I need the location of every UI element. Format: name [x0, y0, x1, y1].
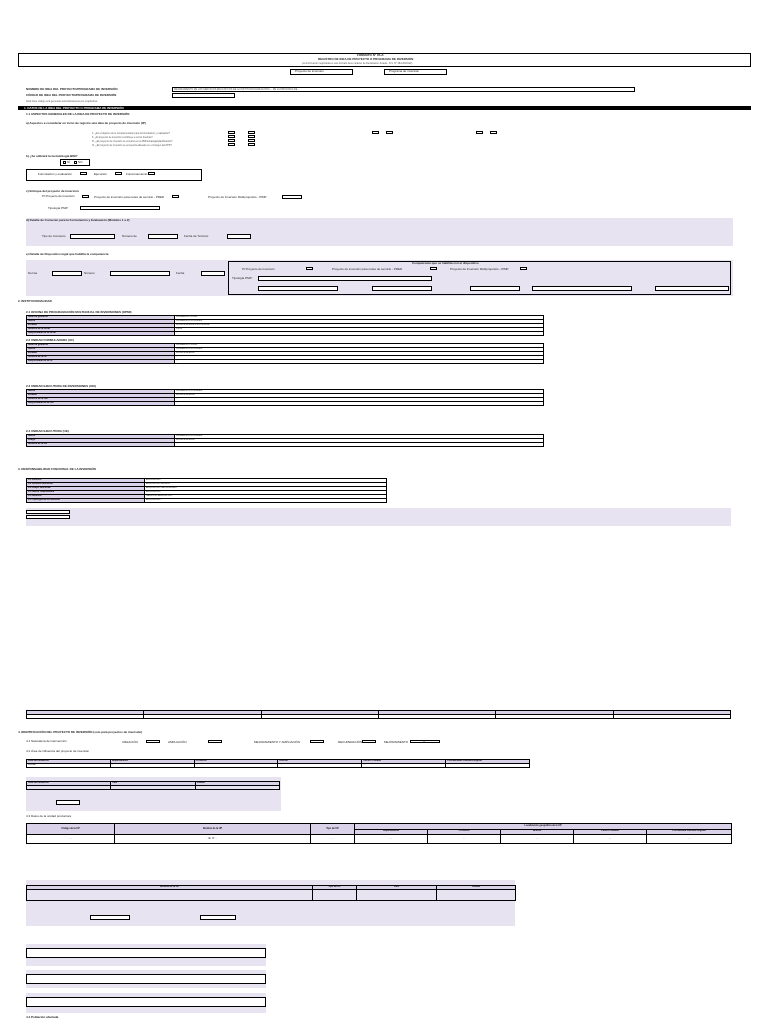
intervention-improvement-label: MEJORAMIENTO Y AMPLIACIÓN — [254, 740, 301, 744]
aside-yes-a[interactable] — [372, 131, 379, 134]
uf-key: Nombre de la UF — [27, 356, 175, 360]
intervention-improvement-check[interactable] — [310, 740, 324, 743]
uei-key: Entidad — [27, 394, 175, 398]
up-cell: ... — [311, 835, 355, 844]
abroad-header: Ciudad — [195, 782, 279, 786]
phase-formulation-check[interactable] — [80, 172, 87, 175]
up2-field-2[interactable] — [200, 915, 236, 920]
option-project-label: Proyecto de inversión — [295, 69, 324, 73]
uei-value: ... — [175, 402, 544, 406]
typology-field[interactable] — [80, 206, 160, 210]
functional-key: 3.6 Tipología de la inversión — [27, 499, 145, 503]
uf-key: Nivel de gobierno — [27, 344, 175, 348]
opmi-key: Nombre de la OPMI — [27, 328, 175, 332]
functional-extra-2[interactable] — [26, 515, 70, 519]
functional-value: EDUCACIÓN BÁSICA — [145, 483, 387, 487]
table-row — [27, 764, 530, 768]
aside-yes-b[interactable] — [476, 131, 483, 134]
ue-key: Nombre de la UE — [27, 443, 175, 447]
bim-yes-label: SÍ — [67, 160, 70, 164]
functional-extra-1[interactable] — [26, 510, 70, 514]
up-cell: ... — [355, 835, 428, 844]
section-3-title: 3. RESPONSABILIDAD FUNCIONAL DE LA INVERSIÓN — [18, 467, 96, 471]
area-table — [26, 759, 530, 768]
area-title: 4.2 Área de influencia del proyecto de inversión — [26, 749, 90, 753]
checklist-item-3: III. ¿El proyecto de inversión se enmarca en la PMI/estrategia/planificación? — [92, 140, 173, 143]
section-4-title: 4. IDENTIFICACIÓN DEL PROYECTO DE INVERSIÓN (solo para proyectos de inversión) — [18, 730, 143, 734]
up-cell: I.E. N° ... — [115, 835, 311, 844]
up-group-header: Localización geográfica de la UP — [355, 824, 732, 830]
checklist-no-1[interactable] — [248, 131, 255, 134]
functional-value: EDUCACIÓN SECUNDARIA — [145, 487, 387, 491]
pi-multi-label: Proyecto de Inversión Multipropósito - PIMP — [208, 195, 267, 199]
uei-value: GOBIERNOS LOCALES — [175, 390, 544, 394]
intervention-label: 4.1 Naturaleza de intervención — [26, 739, 67, 743]
competence-typology-label: Tipología PMP: — [232, 276, 253, 280]
population-title: 4.4 Población afectada — [26, 1015, 59, 1019]
phase-operation-check[interactable] — [148, 172, 155, 175]
table-row — [27, 890, 516, 901]
area-cell: ... — [446, 764, 530, 768]
table-row — [27, 499, 387, 503]
phase-operation-label: Funcionamiento — [126, 172, 148, 176]
table-row — [27, 402, 544, 406]
up-header: Distrito — [501, 829, 574, 835]
abroad-table — [26, 781, 280, 790]
functional-shade — [26, 508, 731, 526]
up-header: Nombre de la UP — [115, 824, 311, 835]
bim-no-check[interactable] — [74, 161, 77, 164]
area-header: Coordenadas Latitud/Longitud — [446, 760, 530, 764]
opmi-value: OPMI — [175, 328, 544, 332]
competence-pi-label: PI Proyecto de Inversión — [242, 267, 275, 271]
ue-title: 2.4 UNIDAD EJECUTORA (UE) — [26, 429, 69, 433]
opmi-value: ... — [175, 332, 544, 336]
number-label: Número — [84, 271, 95, 275]
uf-key: Sector — [27, 348, 175, 352]
section-1-1d-title: d) Detalle de Convenio para la Formulación y Evaluación (Módulos 1 a 2) — [26, 218, 130, 222]
competence-sector-label: Proyecto de inversión para redes de servicio - PRED — [332, 267, 403, 271]
functional-key: 3.4 Sector responsable — [27, 491, 145, 495]
checklist-item-4: IV. ¿El proyecto de inversión se encuentra alineado en el margen del PPP? — [92, 144, 172, 147]
intervention-ampliation-label: AMPLIACIÓN — [168, 740, 187, 744]
bottom-table-1 — [26, 948, 266, 958]
agreement-type-field[interactable] — [70, 234, 115, 239]
number-field[interactable] — [110, 271, 170, 276]
competence-multi-check[interactable] — [520, 267, 527, 270]
section-1-1c-title: c) Enfoque del proyecto de inversión — [26, 189, 79, 193]
checklist-yes-3[interactable] — [228, 139, 235, 142]
up-header: Centro Poblado — [574, 829, 647, 835]
intervention-ampliation-check[interactable] — [208, 740, 222, 743]
checklist-no-4[interactable] — [248, 143, 255, 146]
agreement-date-field[interactable] — [227, 234, 251, 239]
ue-value: MUNICIPALIDAD — [175, 439, 544, 443]
uei-title: 2.3 UNIDAD EJECUTORA DE INVERSIONES (UEI) — [26, 384, 97, 388]
functional-key: 3.2 División funcional — [27, 483, 145, 487]
section-1-1a-question: a) Aspectos a considerar en torno de registro una idea de proyecto de inversión (IP) — [26, 121, 146, 125]
table-row — [27, 715, 731, 719]
intervention-recovery-label: RECUPERACIÓN — [338, 740, 363, 744]
checklist-yes-1[interactable] — [228, 131, 235, 134]
pi-project-check[interactable] — [82, 195, 89, 198]
functional-key: 3.3 Grupo funcional — [27, 487, 145, 491]
competence-typology-field[interactable] — [258, 276, 432, 281]
functional-value: SERVICIO EDUCATIVO — [145, 495, 387, 499]
functional-value: EDUCACIÓN — [145, 491, 387, 495]
ue-key: Sector — [27, 435, 175, 439]
area-header: Área de influencia — [27, 760, 111, 764]
up2-header: Tipo de UP — [313, 886, 357, 890]
opmi-key: Responsable de la OPMI — [27, 332, 175, 336]
ue-key: Pliego — [27, 439, 175, 443]
intervention-creation-label: CREACIÓN — [122, 740, 138, 744]
up-cell: ... — [501, 835, 574, 844]
uei-key: Responsable de la UEI — [27, 402, 175, 406]
section-1-bar: 1. DATOS DE LA IDEA DEL PROYECTO O PROGRAMA DE INVERSIÓN — [18, 106, 751, 110]
area-cell: ... — [362, 764, 446, 768]
typology-label: Tipología PMP: — [48, 206, 69, 210]
up-table — [26, 823, 732, 844]
up-header: Provincia — [428, 829, 501, 835]
uf-key: Responsable de la UF — [27, 360, 175, 364]
aside-no-b[interactable] — [490, 131, 497, 134]
uf-value: MUNICIPALIDAD — [175, 352, 544, 356]
pi-sector-label: Proyecto de inversión para redes de servicio - PRED — [94, 195, 165, 199]
up-header: Código de la UP — [27, 824, 115, 835]
intervention-creation-check[interactable] — [146, 740, 160, 743]
uf-value: GOBIERNO LOCAL — [175, 344, 544, 348]
ue-table — [26, 434, 544, 447]
up2-header: Nombre de la UP — [27, 886, 313, 890]
idea-code-note: Nota: Este código será generado automáticamente por el aplicativo. — [26, 100, 98, 103]
bim-no-label: NO — [78, 160, 83, 164]
table-row — [27, 835, 732, 844]
agreement-date-label: Fecha de Término — [184, 234, 209, 238]
functional-value: EDUCACIÓN — [145, 479, 387, 483]
bim-yes-check[interactable] — [63, 161, 66, 164]
pi-sector-check[interactable] — [172, 195, 179, 198]
up2-table — [26, 885, 516, 901]
form-subtitle: (La información registrada en este formato tiene carácter de Declaración Jurada - D.S. N° 284-2018-EF) — [302, 62, 413, 65]
area-cell: LOCAL — [27, 764, 111, 768]
uf-table — [26, 343, 544, 364]
competence-field-3[interactable] — [470, 286, 520, 291]
pi-multi-field[interactable] — [282, 195, 302, 199]
up-header: Departamento — [355, 829, 428, 835]
competence-field-1[interactable] — [258, 286, 338, 291]
up-title: 4.3 Datos de la unidad productora — [26, 814, 72, 818]
table-row — [27, 443, 544, 447]
section-1-1b-question: b) ¿Se utilizará la metodología BIM? — [26, 154, 78, 158]
idea-name-label: NOMBRE DE IDEA DEL PROYECTO/PROGRAMA DE INVERSIÓN — [26, 87, 118, 91]
section-1-1-title: 1.1 ASPECTOS GENERALES DE LA IDEA DE PROYECTO DE INVERSIÓN — [26, 112, 130, 116]
intervention-improve-label: MEJORAMIENTO — [384, 740, 409, 744]
agreement-type-label: Tipo de Convenio — [42, 234, 66, 238]
checklist-item-2: II. ¿El proyecto de inversión contribuye a cerrar brechas? — [92, 136, 153, 139]
abroad-header: Área de influencia — [27, 782, 111, 786]
up2-field-1[interactable] — [90, 915, 130, 920]
area-cell: ... — [278, 764, 362, 768]
functional-key: 3.1 Función — [27, 479, 145, 483]
area-cell: ... — [194, 764, 278, 768]
agreement-number-label: Número de — [122, 234, 137, 238]
uf-value: ... — [175, 360, 544, 364]
phase-formulation-label: Formulación y evaluación — [38, 172, 73, 176]
opmi-key: Sector — [27, 320, 175, 324]
table-row — [27, 786, 280, 790]
aside-no-a[interactable] — [386, 131, 393, 134]
area-cell: ... — [110, 764, 194, 768]
up-header: Coordenada Latitud/Longitud — [647, 829, 732, 835]
norm-label: Norma — [28, 271, 38, 275]
date-field[interactable] — [201, 271, 225, 276]
uei-value: MUNICIPALIDAD — [175, 394, 544, 398]
checklist-yes-4[interactable] — [228, 143, 235, 146]
opmi-key: Nivel de gobierno — [27, 316, 175, 320]
idea-code-field[interactable] — [172, 93, 235, 98]
idea-name-value: MEJORAMIENTO DE LOS SERVICIOS EDUCATIVOS DE LA INSTITUCIÓN EDUCATIVA ... DE LA PROVINCIA DE ... — [174, 88, 300, 91]
uf-title: 2.2 UNIDAD FORMULADORA (UF) — [26, 338, 75, 342]
competence-title: Competencia que se habilita con el dispositivo — [412, 261, 479, 265]
section-2-title: 2. INSTITUCIONALIDAD — [18, 299, 52, 303]
form-title: REGISTRO DE IDEA DE PROYECTO O PROGRAMA DE INVERSIÓN — [318, 57, 414, 61]
norm-field[interactable] — [52, 271, 82, 276]
uei-key: Sector — [27, 390, 175, 394]
phase-execution-label: Ejecución — [94, 172, 108, 176]
opmi-key: Entidad — [27, 324, 175, 328]
functional-table — [26, 478, 387, 503]
format-number: FORMATO N° 05-A: — [357, 53, 385, 57]
pi-project-label: PI Proyecto de Inversión — [42, 194, 75, 198]
convenio-shade — [26, 218, 733, 246]
phase-execution-check[interactable] — [115, 172, 122, 175]
checklist-yes-2[interactable] — [228, 135, 235, 138]
option-program-label: Programa de inversión — [389, 69, 420, 73]
opmi-value: MUNICIPALIDAD PROVINCIAL — [175, 324, 544, 328]
area-header: Provincia — [194, 760, 278, 764]
section-1-1e-title: e) Detalle de Dispositivo legal que habilita la competencia — [26, 252, 109, 256]
date-label: Fecha — [176, 271, 185, 275]
up2-header: País — [357, 886, 437, 890]
table-row — [27, 360, 544, 364]
opmi-value: GOBIERNO LOCAL — [175, 316, 544, 320]
checklist-no-3[interactable] — [248, 139, 255, 142]
table-row — [27, 332, 544, 336]
uf-key: Entidad — [27, 352, 175, 356]
ue-value: ... — [175, 443, 544, 447]
opmi-title: 2.1 OFICINA DE PROGRAMACIÓN MULTIANUAL DE INVERSIONES (OPMI) — [26, 310, 132, 314]
checklist-item-1: 1. ¿Es el objetivo de lo complementario para la formulación y evaluación? — [92, 132, 171, 135]
up-cell: ... — [428, 835, 501, 844]
up-cell: ... — [574, 835, 647, 844]
uf-value: ... — [175, 356, 544, 360]
competence-multi-label: Proyecto de Inversión Multipropósito - PIMP — [450, 267, 509, 271]
page2-top-table — [26, 710, 731, 719]
idea-code-label: CÓDIGO DE IDEA DEL PROYECTO/PROGRAMA DE INVERSIÓN — [26, 93, 117, 97]
agreement-number-field[interactable] — [148, 234, 178, 239]
abroad-header: País — [111, 782, 195, 786]
functional-key: 3.5 Servicio — [27, 495, 145, 499]
functional-value: EDUCACIÓN — [145, 499, 387, 503]
ue-value: GOBIERNOS LOCALES — [175, 435, 544, 439]
uf-value: GOBIERNOS LOCALES — [175, 348, 544, 352]
up2-header: Ciudad — [437, 886, 516, 890]
area-header: Distrito — [278, 760, 362, 764]
uei-value: ... — [175, 398, 544, 402]
opmi-value: GOBIERNOS LOCALES — [175, 320, 544, 324]
competence-field-4[interactable] — [532, 286, 632, 291]
up-cell: ... — [27, 835, 115, 844]
opmi-table — [26, 315, 544, 336]
bottom-table-3 — [26, 997, 266, 1007]
bottom-table-2 — [26, 974, 266, 984]
area-header: Departamento — [110, 760, 194, 764]
competence-sector-check[interactable] — [430, 267, 437, 270]
abroad-field[interactable] — [56, 800, 80, 805]
checklist-no-2[interactable] — [248, 135, 255, 138]
competence-pi-check[interactable] — [306, 267, 313, 270]
uei-table — [26, 389, 544, 406]
intervention-improve-mark: X — [423, 739, 426, 743]
up-cell: ... — [647, 835, 732, 844]
up-header: Tipo de UP — [311, 824, 355, 835]
uei-key: Nombre de la UEI — [27, 398, 175, 402]
competence-field-5[interactable] — [655, 286, 729, 291]
intervention-recovery-check[interactable] — [362, 740, 376, 743]
area-header: Centro Poblado — [362, 760, 446, 764]
competence-field-2[interactable] — [372, 286, 432, 291]
